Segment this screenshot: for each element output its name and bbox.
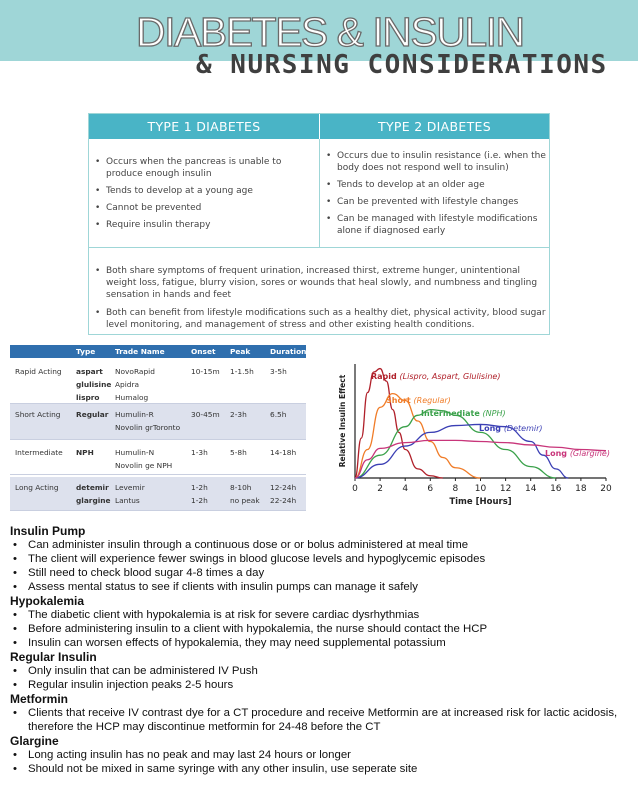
peak-value: 1-1.5h [230,367,254,376]
series-label: Long (Detemir) [479,424,543,433]
insulin-action-chart [330,358,620,513]
x-tick-label: 8 [452,484,459,494]
insulin-category: Rapid Acting [15,367,62,376]
peak-value: 2-3h [230,410,247,419]
type2-header: TYPE 2 DIABETES [320,114,549,139]
x-tick-label: 0 [352,484,358,494]
list-item: • Still need to check blood sugar 4-8 times a day [10,566,630,580]
type2-point-item: • Occurs due to insulin resistance (i.e. when the body does not respond well to insulin) [326,150,548,174]
duration-value: 14-18h [270,448,297,457]
insulin-type: NPH [76,448,94,457]
insulin-category: Short Acting [15,410,61,419]
section-heading: Hypokalemia [10,594,85,608]
x-tick-label: 6 [427,484,434,494]
type2-point-item: • Can be managed with lifestyle modifications alone if diagnosed early [326,213,548,237]
trade-name: Levemir Lantus [115,483,145,505]
list-item: • Clients that receive IV contrast dye for a CT procedure and receive Metformin are at increased risk for lactic acidosis, therefore the HCP may discontinue metformin for 24-48 before the CT [10,706,630,734]
insulin-type: detemir glargine [76,483,111,505]
x-tick-label: 2 [377,484,383,494]
trade-name: Humulin-R Novolin grToronto [115,410,181,432]
onset-value: 10-15m [191,367,220,376]
shared-point-item: • Both can benefit from lifestyle modifications such as a healthy diet, physical activity, blood sugar level monitoring, and management of stress and other existing health conditions. [95,307,547,331]
column-divider [319,139,320,247]
trade-name: Humulin-N Novolin ge NPH [115,448,173,470]
trade-name: NovoRapid Apidra Humalog [115,367,155,402]
section-heading: Regular Insulin [10,650,97,664]
section-heading: Metformin [10,692,68,706]
peak-value: 5-8h [230,448,247,457]
type2-list [326,150,548,242]
type1-point-item: • Cannot be prevented [95,202,307,214]
shared-point-item: • Both share symptoms of frequent urination, increased thirst, extreme hunger, unintentional weight loss, fatigue, blurry vision, sores or wounds that heal slowly, and numbness and tingling sensation in hands and feet [95,265,547,301]
x-tick-label: 16 [550,484,562,494]
column-header: Onset [191,347,216,356]
type2-point-item: • Can be prevented with lifestyle changes [326,196,548,208]
y-axis-label: Relative Insulin Effect [338,374,347,468]
list-item: • The client will experience fewer swings in blood glucose levels and hypoglycemic episodes [10,552,630,566]
section-heading: Glargine [10,734,59,748]
onset-value: 1-2h 1-2h [191,483,208,505]
list-item: • The diabetic client with hypokalemia is at risk for severe cardiac dysrhythmias [10,608,630,622]
table-row [10,404,306,440]
x-tick-label: 14 [524,484,537,494]
list-item: • Long acting insulin has no peak and may last 24 hours or longer [10,748,630,762]
page-title: DIABETES & INSULIN [136,9,524,55]
column-header: Duration [270,347,307,356]
list-item: • Only insulin that can be administered IV Push [10,664,630,678]
x-tick-label: 20 [600,484,612,494]
insulin-category: Intermediate [15,448,63,457]
column-header: Trade Name [115,347,165,356]
type1-point-item: • Tends to develop at a young age [95,185,307,197]
series-label: Rapid (Lispro, Aspart, Glulisine) [371,372,501,381]
nursing-notes [10,524,630,776]
page-subtitle: & NURSING CONSIDERATIONS [196,50,608,80]
diabetes-comparison-table [88,113,550,335]
series-label: Long (Glargine) [545,449,610,458]
type1-point-item: • Require insulin therapy [95,219,307,231]
list-item: • Insulin can worsen effects of hypokalemia, they may need supplemental potassium [10,636,630,650]
section-heading: Insulin Pump [10,524,86,538]
x-axis-label: Time [Hours] [449,497,512,507]
series-label: Short (Regular) [386,396,451,405]
list-item: • Regular insulin injection peaks 2-5 hours [10,678,630,692]
table-row [10,361,306,404]
section-list [10,538,630,594]
type1-point-item: • Occurs when the pancreas is unable to produce enough insulin [95,156,307,180]
insulin-type: Regular [76,410,109,419]
peak-value: 8-10h no peak [230,483,260,505]
list-item: • Should not be mixed in same syringe with any other insulin, use seperate site [10,762,630,776]
list-item: • Assess mental status to see if clients with insulin pumps can manage it safely [10,580,630,594]
list-item: • Can administer insulin through a continuous dose or or bolus administered at meal time [10,538,630,552]
onset-value: 1-3h [191,448,208,457]
series-line [355,440,606,478]
type1-header: TYPE 1 DIABETES [89,114,319,139]
shared-list [95,265,547,337]
table-row [10,477,306,511]
type2-point-item: • Tends to develop at an older age [326,179,548,191]
series-line [355,369,443,478]
x-tick-label: 4 [402,484,409,494]
list-item: • Before administering insulin to a client with hypokalemia, the nurse should contact the HCP [10,622,630,636]
x-tick-label: 12 [499,484,512,494]
onset-value: 30-45m [191,410,220,419]
section-list [10,706,630,734]
section-list [10,748,630,776]
section-list [10,664,630,692]
insulin-category: Long Acting [15,483,59,492]
row-divider [89,247,549,248]
table-row [10,442,306,475]
section-list [10,608,630,650]
x-tick-label: 18 [575,484,587,494]
duration-value: 12-24h 22-24h [270,483,297,505]
column-header: Type [76,347,96,356]
type1-list [95,156,307,236]
duration-value: 3-5h [270,367,287,376]
insulin-type: aspart glulisine lispro [76,367,112,402]
x-tick-label: 10 [474,484,487,494]
series-label: Intermediate (NPH) [421,409,506,418]
column-header: Peak [230,347,251,356]
insulin-table-header [10,345,306,358]
duration-value: 6.5h [270,410,287,419]
